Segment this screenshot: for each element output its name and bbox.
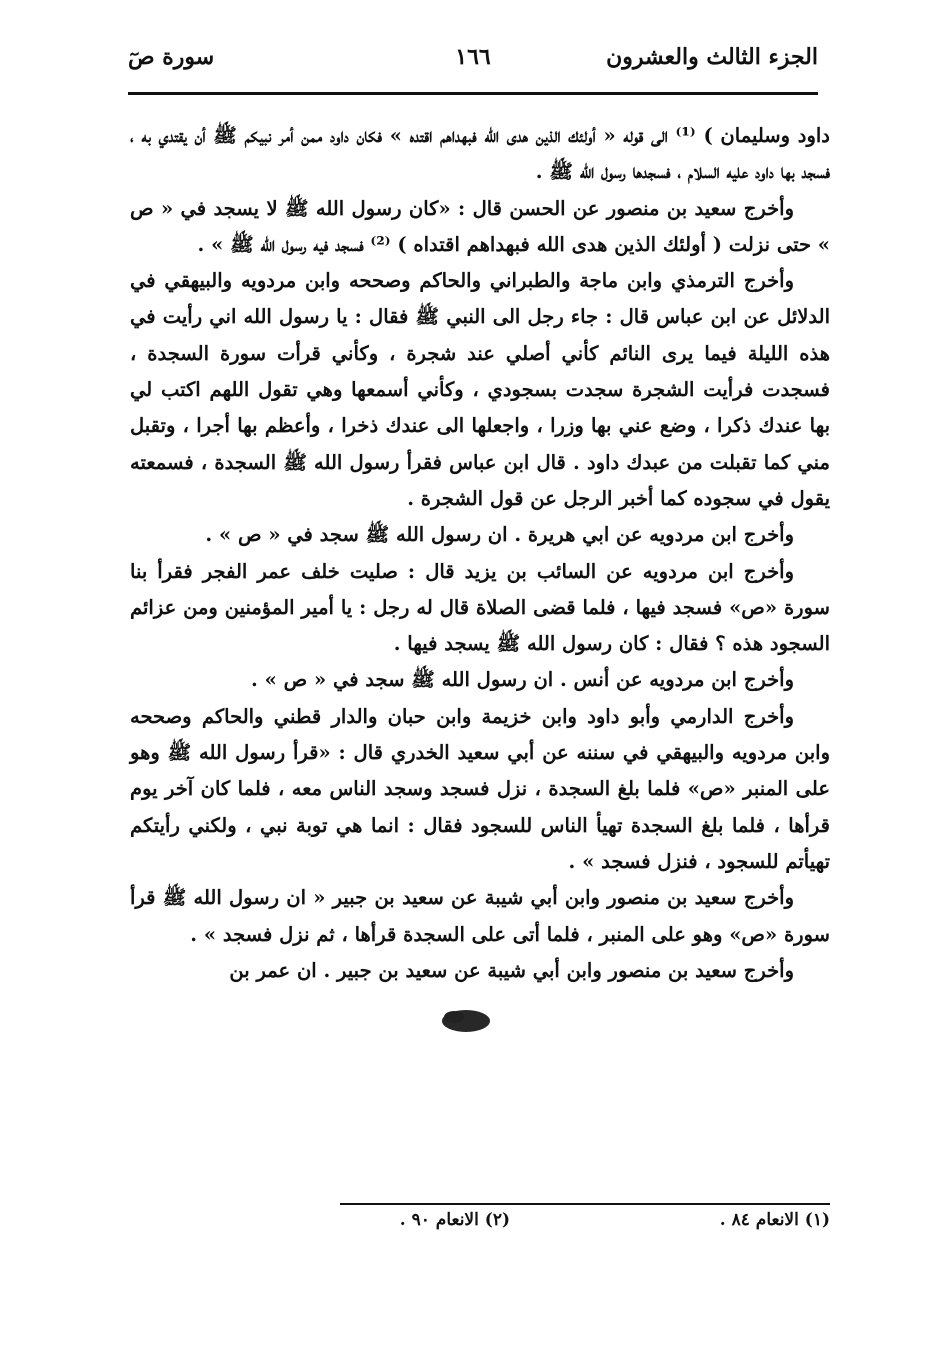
page-number: ١٦٦ — [455, 44, 491, 70]
paragraph: وأخرج الدارمي وأبو داود وابن خزيمة وابن حبان والدار قطني والحاكم وصححه وابن مردويه والبيهقي في سننه عن أبي سعيد الخدري قال : «قرأ رسول الله ﷺ وهو على المنبر «ص» فلما بلغ السجدة ، نزل فسجد وسجد الناس معه ، فلما كان آخر يوم قرأها ، فلما بلغ السجدة تهيأ الناس للسجود فقال : انما هي توبة نبي ، ولكني رأيتكم تهيأتم للسجود ، فنزل فسجد » . — [130, 704, 830, 873]
footnote-1: (١) الانعام ٨٤ . — [719, 1210, 830, 1230]
ink-smudge — [440, 1008, 492, 1034]
paragraph: وأخرج سعيد بن منصور وابن أبي شيبة عن سعيد بن جبير . ان عمر بن — [229, 958, 794, 982]
paragraph: داود وسليمان ) ⁽¹⁾ الى قوله « أولئك الذين هدى الله فبهداهم اقتده » فكان داود ممن أمر نبيكم ﷺ أن يقتدي به ، فسجد بها داود عليه السلام ، فسجدها رسول الله ﷺ . — [130, 124, 830, 184]
footnotes — [330, 1210, 830, 1240]
surah-title: سورة صٓ — [128, 44, 215, 70]
paragraph: وأخرج ابن مردويه عن السائب بن يزيد قال : صليت خلف عمر الفجر فقرأ بنا سورة «ص» فسجد فيها ، فلما قضى الصلاة قال له رجل : يا أمير المؤمنين ومن عزائم السجود هذه ؟ فقال : كان رسول الله ﷺ يسجد فيها . — [130, 559, 830, 656]
paragraph: وأخرج الترمذي وابن ماجة والطبراني والحاكم وصححه وابن مردويه والبيهقي في الدلائل عن ابن عباس قال : جاء رجل الى النبي ﷺ فقال : يا رسول الله اني رأيت في هذه الليلة فيما يرى النائم كأني أصلي عند شجرة ، وكأني قرأت سورة السجدة ، فسجدت فرأيت الشجرة سجدت بسجودي ، وكأني أسمعها وهي تقول اللهم اكتب لي بها عندك ذكرا ، وضع عني بها وزرا ، واجعلها الى عندك ذخرا ، وأعظم بها أجرا ، وتقبل مني كما تقبلت من عبدك داود . قال ابن عباس فقرأ رسول الله ﷺ السجدة ، فسمعته يقول في سجوده كما أخبر الرجل عن قول الشجرة . — [130, 269, 830, 510]
paragraph: وأخرج سعيد بن منصور وابن أبي شيبة عن سعيد بن جبير « ان رسول الله ﷺ قرأ سورة «ص» وهو على المنبر ، فلما أتى على السجدة قرأها ، ثم نزل فسجد » . — [130, 886, 830, 946]
header-divider — [128, 92, 818, 95]
main-text — [130, 118, 830, 989]
paragraph: وأخرج ابن مردويه عن أنس . ان رسول الله ﷺ سجد في « ص » . — [251, 668, 794, 692]
paragraph: وأخرج ابن مردويه عن ابي هريرة . ان رسول الله ﷺ سجد في « ص » . — [205, 523, 794, 547]
footnote-2: (٢) الانعام ٩٠ . — [399, 1210, 510, 1230]
footnote-divider — [340, 1203, 830, 1205]
part-title: الجزء الثالث والعشرون — [606, 44, 818, 70]
paragraph: وأخرج سعيد بن منصور عن الحسن قال : «كان رسول الله ﷺ لا يسجد في « ص » حتى نزلت ( أولئك الذين هدى الله فبهداهم اقتداه ) ⁽²⁾ فسجد فيه رسول الله ﷺ » . — [130, 196, 830, 256]
page-header — [128, 44, 818, 90]
